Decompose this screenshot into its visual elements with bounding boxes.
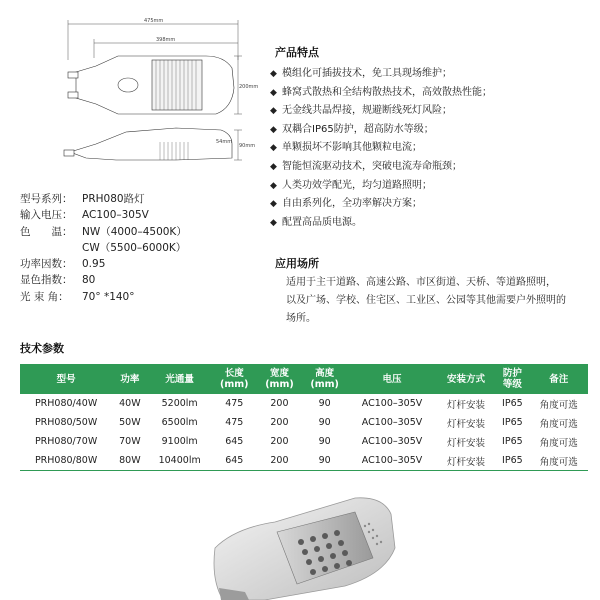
- spec-label: 输入电压：: [20, 209, 73, 222]
- applications-title: 应用场所: [275, 257, 319, 270]
- feature-text: 人类功效学配光，均匀道路照明；: [282, 179, 432, 191]
- cell-model: PRH080/70W: [34, 436, 98, 447]
- cell-lumen: 5200lm: [161, 398, 198, 409]
- feature-text: 单颗损坏不影响其他颗粒电流；: [282, 142, 422, 154]
- spec-row-color-temp-cw: [20, 240, 270, 256]
- cell-remarks: 角度可选: [539, 418, 578, 430]
- feature-text: 双耦合IP65防护，超高防水等级；: [282, 123, 434, 135]
- feature-text: 自由系列化，全功率解决方案；: [282, 198, 422, 210]
- diamond-bullet-icon: ◆: [270, 106, 277, 117]
- cell-protection: IP65: [502, 398, 523, 409]
- cell-power: 70W: [119, 436, 141, 447]
- spec-label: 显色指数：: [20, 274, 73, 287]
- cell-voltage: AC100–305V: [361, 436, 423, 447]
- cell-width: 200: [270, 398, 289, 409]
- spec-value: 70° *140°: [82, 290, 135, 303]
- spec-row-power-factor: [20, 256, 270, 272]
- spec-row-voltage: [20, 207, 270, 223]
- body-length-label: 398mm: [156, 37, 176, 43]
- header-lumen: 光通量: [148, 364, 212, 394]
- cell-width: 200: [270, 436, 289, 447]
- cell-power: 50W: [119, 417, 141, 428]
- spec-label: 型号系列：: [20, 193, 73, 205]
- cell-model: PRH080/80W: [20, 451, 112, 471]
- spec-row-cri: [20, 272, 270, 288]
- cell-protection: IP65: [502, 436, 523, 447]
- applications-text: [286, 274, 586, 328]
- table-title: 技术参数: [20, 342, 64, 355]
- side-view-outline: [64, 128, 232, 160]
- diamond-bullet-icon: ◆: [270, 87, 277, 98]
- spec-value: PRH080路灯: [82, 193, 145, 205]
- cell-lumen: 10400lm: [148, 451, 212, 471]
- cell-remarks: 角度可选: [539, 399, 578, 411]
- cell-width: 200: [270, 417, 289, 428]
- cell-length: 645: [225, 436, 244, 447]
- top-view-outline: [68, 56, 234, 114]
- cell-remarks: 角度可选: [539, 437, 578, 449]
- feature-text: 无金线共晶焊接，规避断线死灯风险；: [282, 105, 452, 117]
- table-row: [20, 451, 588, 471]
- feature-item: [270, 84, 492, 103]
- table-row: [20, 413, 588, 432]
- feature-item: [270, 65, 492, 84]
- cell-height: 90: [318, 398, 331, 409]
- header-power: 功率: [112, 364, 147, 394]
- applications-line: 以及广场、学校、住宅区、工业区、公园等其他需要户外照明的: [286, 295, 566, 306]
- diamond-bullet-icon: ◆: [270, 199, 277, 210]
- diamond-bullet-icon: ◆: [270, 180, 277, 191]
- diamond-bullet-icon: ◆: [270, 69, 277, 79]
- header-install: 安装方式: [437, 364, 495, 394]
- feature-item: [270, 214, 492, 233]
- diamond-bullet-icon: ◆: [270, 143, 277, 154]
- header-height: 高度 (mm): [302, 364, 347, 394]
- cell-install: 灯杆安装: [447, 399, 486, 411]
- spec-row-color-temp: [20, 224, 270, 240]
- cell-protection: IP65: [502, 417, 523, 428]
- spec-value: 0.95: [82, 258, 106, 271]
- cell-height: 90: [302, 451, 347, 471]
- applications-line: 适用于主干道路、高速公路、市区街道、天桥、等道路照明，: [286, 277, 556, 288]
- feature-item: [270, 102, 492, 121]
- table-header-row: [20, 364, 588, 394]
- width-label: 200mm: [239, 84, 259, 90]
- cell-lumen: 6500lm: [161, 417, 198, 428]
- cell-protection: IP65: [495, 451, 529, 471]
- spec-label: 色 温：: [20, 225, 73, 238]
- technical-drawing: [56, 10, 259, 170]
- cell-install: 灯杆安装: [447, 437, 486, 449]
- diamond-bullet-icon: ◆: [270, 217, 277, 228]
- spec-row-beam-angle: [20, 289, 270, 305]
- table-row: [20, 432, 588, 451]
- height-bottom-label: 54mm: [216, 139, 233, 145]
- spec-value: CW（5500–6000K）: [82, 241, 187, 254]
- cell-voltage: AC100–305V: [361, 398, 423, 409]
- header-voltage: 电压: [347, 364, 437, 394]
- cell-voltage: AC100–305V: [347, 451, 437, 471]
- overall-length-dimension: [68, 20, 238, 60]
- spec-label: 光 束 角：: [20, 290, 69, 303]
- cell-width: 200: [257, 451, 302, 471]
- cell-model: PRH080/40W: [34, 398, 98, 409]
- diamond-bullet-icon: ◆: [270, 161, 277, 172]
- height-top-label: 90mm: [239, 143, 256, 149]
- feature-item: [270, 158, 492, 177]
- spec-value: 80: [82, 274, 96, 287]
- cell-voltage: AC100–305V: [361, 417, 423, 428]
- feature-text: 模组化可插拔技术，免工具现场维护；: [282, 68, 452, 79]
- spec-value: AC100–305V: [82, 209, 149, 222]
- spec-label: [20, 240, 82, 256]
- cell-lumen: 9100lm: [161, 436, 198, 447]
- feature-text: 蜂窝式散热和全结构散热技术，高效散热性能；: [282, 86, 492, 98]
- feature-item: [270, 139, 492, 158]
- spec-table: [20, 364, 588, 471]
- features-title: 产品特点: [275, 46, 319, 59]
- product-photo: [205, 488, 405, 600]
- cell-length: 645: [212, 451, 257, 471]
- diamond-bullet-icon: ◆: [270, 124, 277, 135]
- cell-power: 80W: [112, 451, 147, 471]
- header-remarks: 备注: [529, 364, 588, 394]
- cell-remarks: 角度可选: [529, 451, 588, 471]
- cell-height: 90: [318, 417, 331, 428]
- header-protection: 防护 等级: [495, 364, 529, 394]
- cell-height: 90: [318, 436, 331, 447]
- cell-length: 475: [225, 417, 244, 428]
- feature-text: 配置高品质电源。: [282, 216, 362, 228]
- feature-item: [270, 121, 492, 140]
- spec-list: [20, 191, 270, 305]
- spec-value: NW（4000–4500K）: [82, 225, 187, 238]
- applications-line: 场所。: [286, 313, 316, 324]
- header-length: 长度 (mm): [212, 364, 257, 394]
- cell-install: 灯杆安装: [447, 418, 486, 430]
- header-model: 型号: [20, 364, 112, 394]
- cell-model: PRH080/50W: [34, 417, 98, 428]
- feature-item: [270, 195, 492, 214]
- feature-item: [270, 177, 492, 196]
- header-width: 宽度 (mm): [257, 364, 302, 394]
- cell-install: 灯杆安装: [437, 451, 495, 471]
- cell-length: 475: [225, 398, 244, 409]
- spec-label: 功率因数：: [20, 258, 73, 271]
- overall-length-label: 475mm: [144, 18, 164, 24]
- spec-row-series: [20, 191, 270, 207]
- features-list: [270, 65, 492, 232]
- table-row: [20, 394, 588, 413]
- cell-power: 40W: [119, 398, 141, 409]
- feature-text: 智能恒流驱动技术，突破电流寿命瓶颈；: [282, 160, 462, 172]
